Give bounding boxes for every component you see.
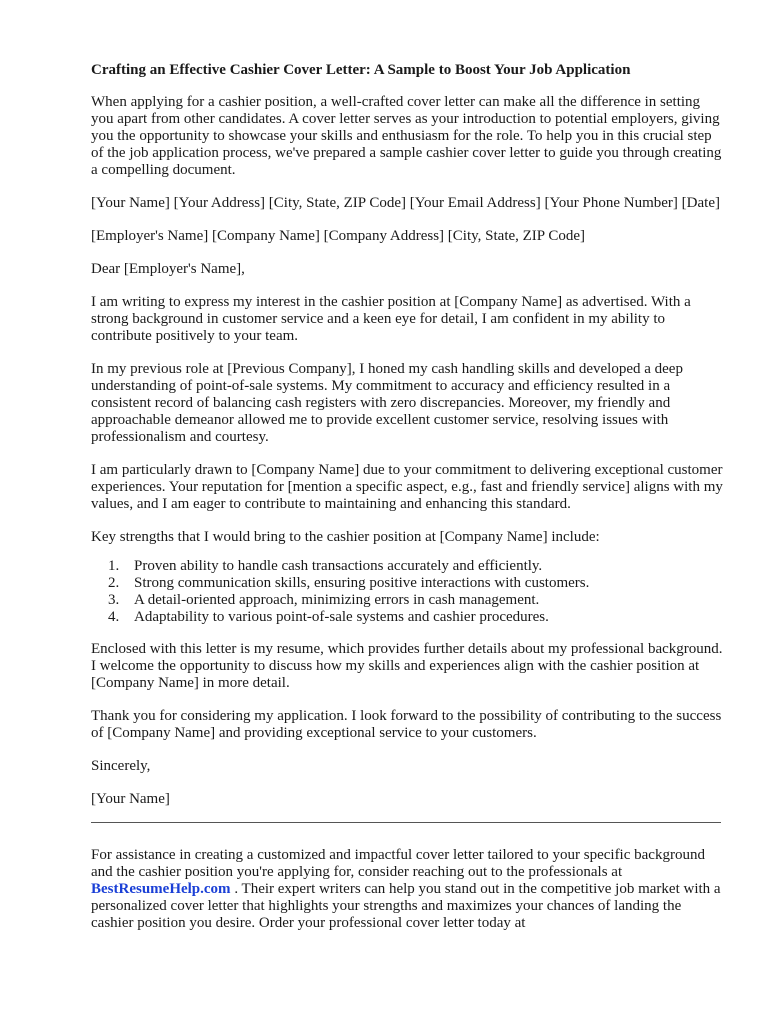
- salutation: Dear [Employer's Name],: [91, 261, 245, 277]
- bestresumehelp-link[interactable]: BestResumeHelp.com: [91, 881, 231, 897]
- list-item: [108, 609, 723, 626]
- body-paragraph-4: Enclosed with this letter is my resume, which provides further details about my professional background. I welcome the opportunity to discuss how my skills and experiences align with the cashier position at [Company Name] in more detail.: [91, 641, 723, 691]
- footer-text-after-link: . Their expert writers can help you stand out in the competitive job market with a personalized cover letter that highlights your strengths and maximizes your chances of landing the cashier position you desire. Order your professional cover letter today at: [91, 881, 721, 931]
- list-item-text: Adaptability to various point-of-sale systems and cashier procedures.: [134, 609, 549, 625]
- employer-address-block: [Employer's Name] [Company Name] [Company Address] [City, State, ZIP Code]: [91, 228, 585, 244]
- list-item-text: A detail-oriented approach, minimizing errors in cash management.: [134, 592, 540, 608]
- list-item-text: Strong communication skills, ensuring positive interactions with customers.: [134, 575, 590, 591]
- intro-paragraph: When applying for a cashier position, a well-crafted cover letter can make all the difference in setting you apart from other candidates. A cover letter serves as your introduction to potential employers, giving you the opportunity to showcase your skills and enthusiasm for the role. To help you in this crucial step of the job application process, we've prepared a sample cashier cover letter to guide you through creating a compelling document.: [91, 94, 722, 178]
- list-item-number: 3.: [108, 592, 120, 608]
- list-item-number: 4.: [108, 609, 120, 625]
- body-paragraph-1: I am writing to express my interest in the cashier position at [Company Name] as advertised. With a strong background in customer service and a keen eye for detail, I am confident in my ability to contribute positively to your team.: [91, 294, 691, 344]
- body-paragraph-3: I am particularly drawn to [Company Name] due to your commitment to delivering exceptional customer experiences. Your reputation for [mention a specific aspect, e.g., fast and friendly service] aligns with my values, and I am eager to contribute to maintaining and enhancing this standard.: [91, 462, 723, 512]
- list-item: [108, 558, 723, 575]
- list-item-number: 2.: [108, 575, 120, 591]
- list-item-number: 1.: [108, 558, 120, 574]
- document-title: Crafting an Effective Cashier Cover Letter: A Sample to Boost Your Job Application: [91, 62, 631, 78]
- strengths-list: [91, 558, 723, 626]
- closing: Sincerely,: [91, 758, 151, 774]
- footer-paragraph: [91, 847, 723, 932]
- list-item: [108, 592, 723, 609]
- strengths-intro: Key strengths that I would bring to the cashier position at [Company Name] include:: [91, 529, 600, 545]
- signature: [Your Name]: [91, 791, 170, 807]
- divider: [91, 822, 721, 823]
- body-paragraph-2: In my previous role at [Previous Company], I honed my cash handling skills and developed a deep understanding of point-of-sale systems. My commitment to accuracy and efficiency resulted in a consistent record of balancing cash registers with zero discrepancies. Moreover, my friendly and approachable demeanor allowed me to provide excellent customer service, resolving issues with professionalism and courtesy.: [91, 361, 683, 445]
- list-item: [108, 575, 723, 592]
- footer-text-before-link: For assistance in creating a customized and impactful cover letter tailored to your specific background and the cashier position you're applying for, consider reaching out to the professionals at: [91, 847, 705, 880]
- document-page: [91, 62, 723, 948]
- list-item-text: Proven ability to handle cash transactions accurately and efficiently.: [134, 558, 543, 574]
- sender-address-block: [Your Name] [Your Address] [City, State, ZIP Code] [Your Email Address] [Your Phone Number] [Date]: [91, 195, 720, 211]
- body-paragraph-5: Thank you for considering my application. I look forward to the possibility of contributing to the success of [Company Name] and providing exceptional service to your customers.: [91, 708, 722, 741]
